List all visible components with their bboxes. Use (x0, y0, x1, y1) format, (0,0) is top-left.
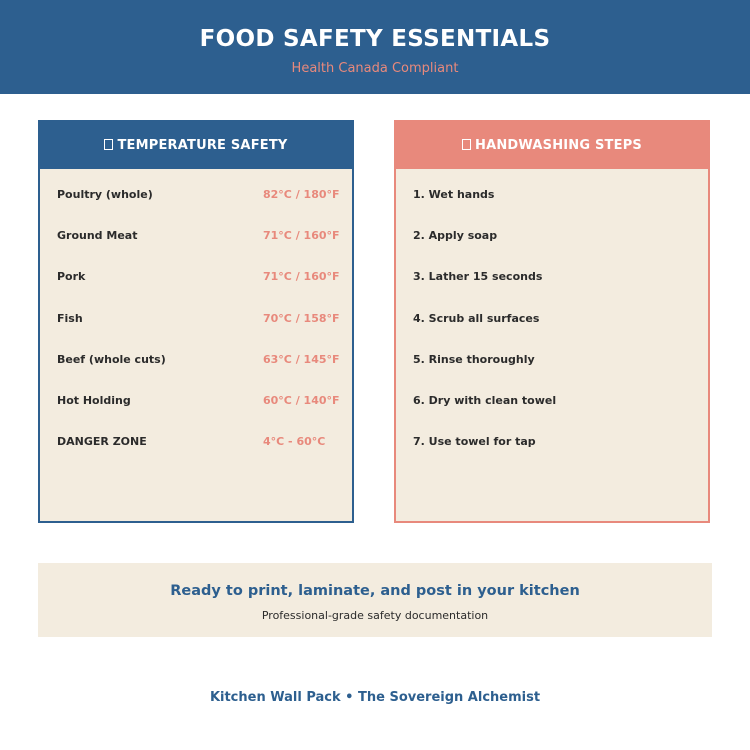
temperature-list (40, 169, 352, 457)
step-text: 3. Lather 15 seconds (413, 270, 543, 284)
temperature-safety-card (38, 120, 354, 523)
temperature-row (40, 210, 352, 251)
handwashing-step (396, 416, 708, 457)
temperature-value: 71°C / 160°F (263, 270, 340, 284)
temperature-card-title: TEMPERATURE SAFETY (117, 138, 288, 153)
page-title: FOOD SAFETY ESSENTIALS (199, 26, 551, 52)
temperature-row (40, 169, 352, 210)
step-text: 6. Dry with clean towel (413, 393, 557, 407)
temperature-value: 70°C / 158°F (263, 311, 340, 325)
step-text: 7. Use towel for tap (413, 435, 536, 449)
temperature-value: 4°C - 60°C (263, 435, 326, 449)
food-label: Fish (57, 311, 83, 325)
temperature-card-header (40, 122, 352, 169)
missing-glyph-icon (462, 139, 471, 150)
step-text: 4. Scrub all surfaces (413, 311, 540, 325)
temperature-value: 71°C / 160°F (263, 229, 340, 243)
page-subtitle: Health Canada Compliant (291, 61, 459, 76)
banner-subtitle: Professional-grade safety documentation (261, 609, 489, 622)
print-banner (38, 563, 712, 637)
handwashing-step (396, 169, 708, 210)
temperature-row (40, 251, 352, 292)
temperature-row (40, 293, 352, 334)
food-label: Pork (57, 270, 86, 284)
food-label: Ground Meat (57, 229, 138, 243)
food-label: Hot Holding (57, 393, 131, 407)
missing-glyph-icon (104, 139, 113, 150)
handwashing-step (396, 251, 708, 292)
handwashing-step (396, 210, 708, 251)
handwashing-card-header (396, 122, 708, 169)
footer-credit: Kitchen Wall Pack • The Sovereign Alchemist (209, 690, 541, 705)
temperature-row (40, 334, 352, 375)
temperature-value: 82°C / 180°F (263, 188, 340, 201)
banner-title: Ready to print, laminate, and post in your kitchen (170, 583, 580, 599)
temperature-row (40, 375, 352, 416)
handwashing-list (396, 169, 708, 457)
handwashing-step (396, 334, 708, 375)
food-label: DANGER ZONE (57, 435, 147, 449)
step-text: 5. Rinse thoroughly (413, 352, 535, 366)
temperature-row (40, 416, 352, 457)
temperature-value: 63°C / 145°F (263, 352, 340, 366)
food-label: Beef (whole cuts) (57, 352, 166, 366)
handwashing-step (396, 293, 708, 334)
step-text: 2. Apply soap (413, 229, 498, 243)
step-text: 1. Wet hands (413, 188, 495, 201)
temperature-value: 60°C / 140°F (263, 393, 340, 407)
food-label: Poultry (whole) (57, 188, 153, 201)
handwashing-steps-card (394, 120, 710, 523)
header (0, 0, 750, 94)
handwashing-step (396, 375, 708, 416)
handwashing-card-title: HANDWASHING STEPS (475, 138, 642, 153)
